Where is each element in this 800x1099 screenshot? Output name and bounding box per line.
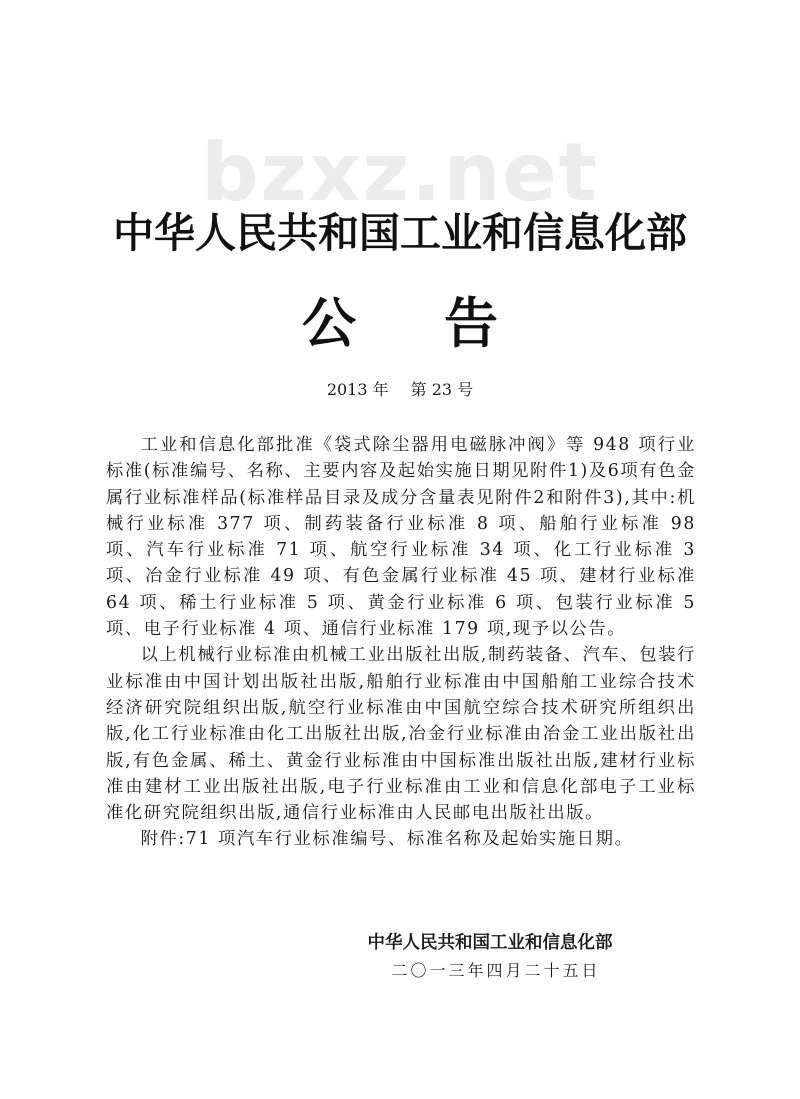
announcement-serial: 第 23 号	[410, 380, 474, 399]
watermark: bzxz.net	[201, 126, 599, 219]
announcement-year: 2013 年	[326, 380, 389, 399]
announcement-number	[0, 378, 800, 402]
signature-organization: 中华人民共和国工业和信息化部	[367, 933, 613, 953]
document-type-heading	[0, 288, 800, 358]
issuing-organization-title: 中华人民共和国工业和信息化部	[113, 209, 687, 257]
body-paragraph-approval: 工业和信息化部批准《袋式除尘器用电磁脉冲阀》等 948 项行业标准(标准编号、名称、主要内容及起始实施日期见附件1)及6项有色金属行业标准样品(标准样品目录及成分含量表见附件2和附件3),其中:机械行业标准 377 项、制药装备行业标准 8 项、船舶行业标准 98 项、汽车行业标准 71 项、航空行业标准 34 项、化工行业标准 3 项、冶金行业标准 49 项、有色金属行业标准 45 项、建材行业标准 64 项、稀土行业标准 5 项、黄金行业标准 6 项、包装行业标准 5 项、电子行业标准 4 项、通信行业标准 179 项,现予以公告。	[106, 435, 696, 640]
body-paragraph-attachment: 附件:71 项汽车行业标准编号、标准名称及起始实施日期。	[140, 829, 634, 850]
announcement-body	[106, 432, 696, 853]
doc-type-char-1: 公	[302, 291, 356, 355]
signature-date: 二〇一三年四月二十五日	[391, 961, 601, 980]
body-paragraph-publishers: 以上机械行业标准由机械工业出版社出版,制药装备、汽车、包装行业标准由中国计划出版社出版,船舶行业标准由中国船舶工业综合技术经济研究院组织出版,航空行业标准由中国航空综合技术研究所组织出版,化工行业标准由化工出版社出版,冶金行业标准由冶金工业出版社出版,有色金属、稀土、黄金行业标准由中国标准出版社出版,建材行业标准由建材工业出版社出版,电子行业标准由工业和信息化部电子工业标准化研究院组织出版,通信行业标准由人民邮电出版社出版。	[106, 645, 696, 824]
signature-block	[320, 930, 660, 986]
doc-type-char-2: 告	[444, 291, 498, 355]
